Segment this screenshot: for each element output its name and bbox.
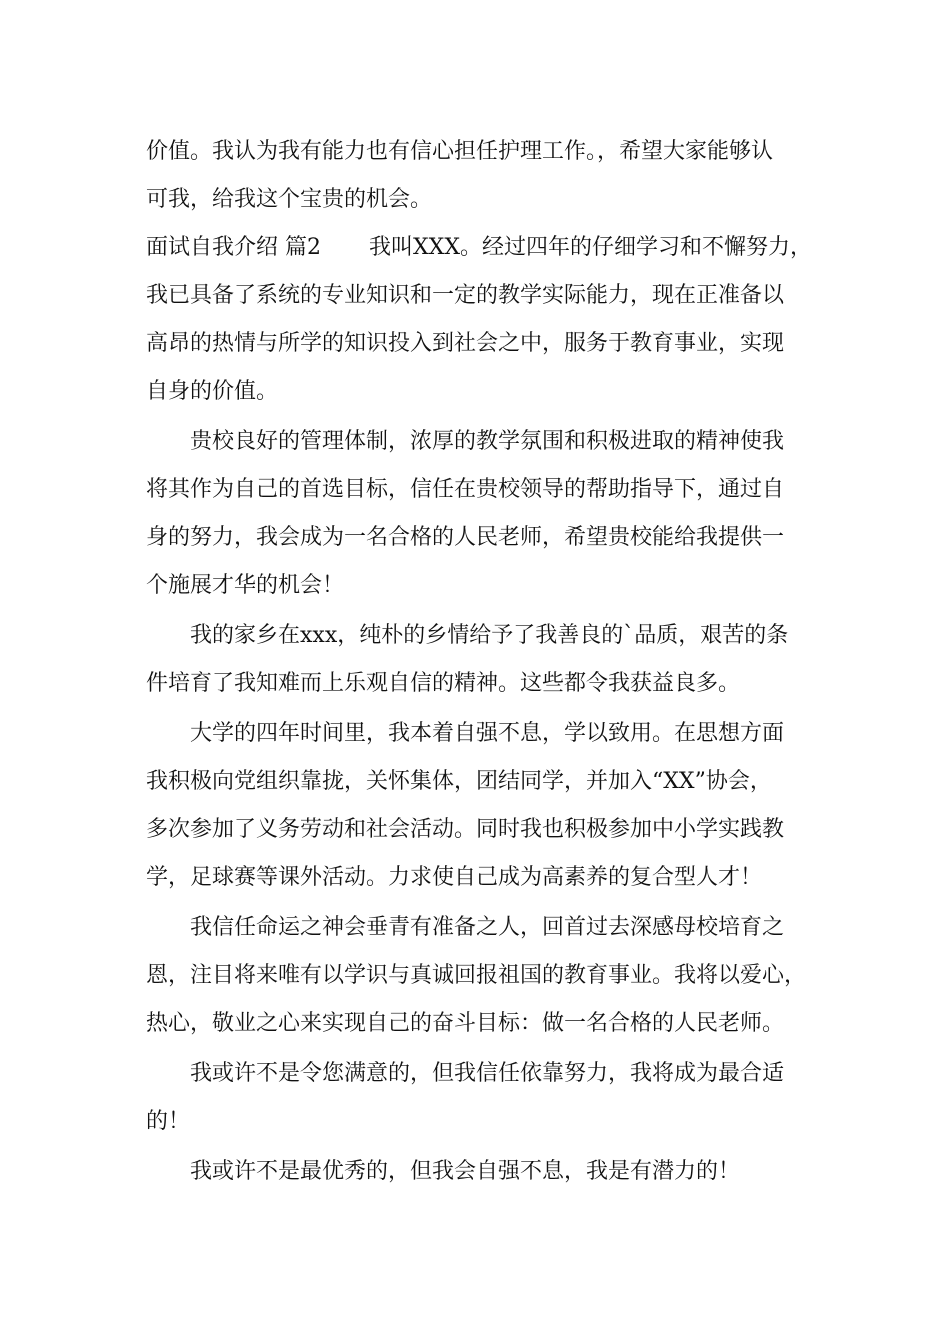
body-paragraph (146, 1050, 826, 1146)
text-line: 可我，给我这个宝贵的机会。 (146, 187, 433, 212)
document-body (146, 128, 826, 1196)
section-heading: 面试自我介绍 篇2 (146, 235, 321, 260)
text-line: 我或许不是最优秀的，但我会自强不息，我是有潜力的！ (190, 1159, 741, 1184)
body-paragraph (146, 612, 826, 708)
text-line: 个施展才华的机会！ (146, 573, 345, 598)
text-line: 的！ (146, 1109, 191, 1134)
text-line: 我积极向党组织靠拢，关怀集体，团结同学，并加入“XX”协会， (146, 769, 772, 794)
section-paragraph (146, 224, 826, 416)
text-line: 价值。我认为我有能力也有信心担任护理工作。，希望大家能够认 (146, 139, 774, 164)
text-line: 件培育了我知难而上乐观自信的精神。这些都令我获益良多。 (146, 671, 741, 696)
text-line: 将其作为自己的首选目标，信任在贵校领导的帮助指导下，通过自 (146, 477, 785, 502)
text-line: 学，足球赛等课外活动。力求使自己成为高素养的复合型人才！ (146, 865, 763, 890)
text-line: 身的努力，我会成为一名合格的人民老师，希望贵校能给我提供一 (146, 525, 785, 550)
text-line: 我已具备了系统的专业知识和一定的教学实际能力，现在正准备以 (146, 283, 785, 308)
text-line: 我的家乡在xxx，纯朴的乡情给予了我善良的`品质，艰苦的条 (190, 623, 789, 648)
intro-paragraph (146, 128, 826, 224)
text-line: 我或许不是令您满意的，但我信任依靠努力，我将成为最合适 (190, 1061, 785, 1086)
section-heading-line (146, 224, 826, 272)
text-line: 大学的四年时间里，我本着自强不息，学以致用。在思想方面 (190, 721, 785, 746)
text-line: 自身的价值。 (146, 379, 279, 404)
text-line: 贵校良好的管理体制，浓厚的教学氛围和积极进取的精神使我 (190, 429, 785, 454)
body-paragraph (146, 710, 826, 902)
body-paragraph (146, 1148, 826, 1196)
text-line: 我信任命运之神会垂青有准备之人，回首过去深感母校培育之 (190, 915, 785, 940)
text-line: 热心，敬业之心来实现自己的奋斗目标：做一名合格的人民老师。 (146, 1011, 785, 1036)
text-line: 恩，注目将来唯有以学识与真诚回报祖国的教育事业。我将以爱心， (146, 963, 807, 988)
body-paragraph (146, 904, 826, 1048)
text-line: 多次参加了义务劳动和社会活动。同时我也积极参加中小学实践教 (146, 817, 785, 842)
text-line: 高昂的热情与所学的知识投入到社会之中，服务于教育事业，实现 (146, 331, 785, 356)
text-line: 我叫XXX。经过四年的仔细学习和不懈努力， (369, 235, 812, 260)
body-paragraph (146, 418, 826, 610)
